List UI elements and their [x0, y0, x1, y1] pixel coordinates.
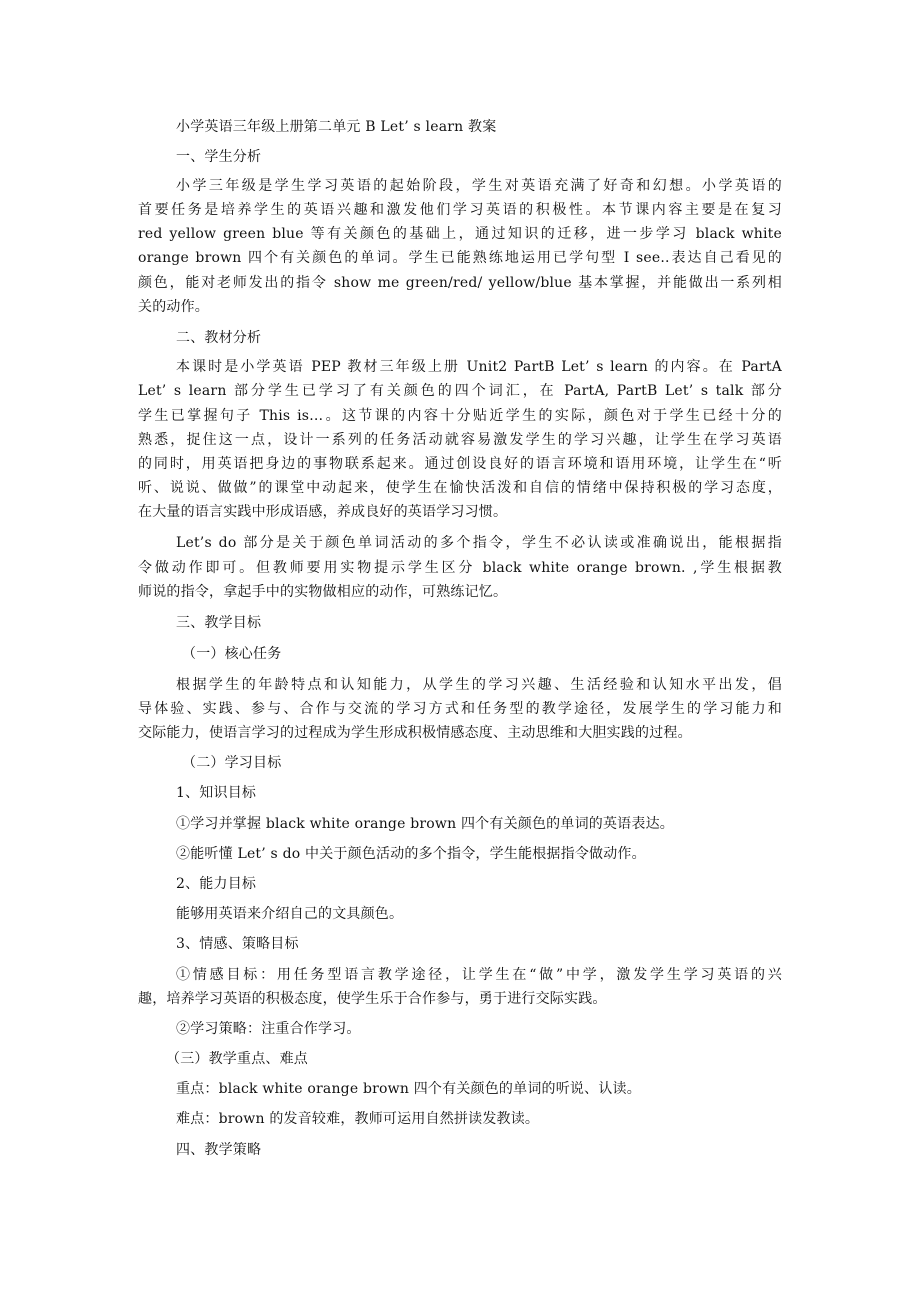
section1-line: red yellow green blue 等有关颜色的基础上，通过知识的迁移，进一步学习 black white — [138, 226, 782, 242]
section2-para1-line: 在大量的语言实践中形成语感，养成良好的英语学习习惯。 — [138, 504, 508, 520]
section2-para1-line: 本课时是小学英语 PEP 教材三年级上册 Unit2 PartB Let’ s learn 的内容。在 PartA — [176, 359, 782, 375]
section1-line: 颜色，能对老师发出的指令 show me green/red/ yellow/blue 基本掌握，并能做出一系列相 — [138, 275, 782, 291]
document-title: 小学英语三年级上册第二单元 B Let’ s learn 教案 — [176, 119, 497, 135]
knowledge-goal-item: ②能听懂 Let’ s do 中关于颜色活动的多个指令，学生能根据指令做动作。 — [176, 846, 646, 862]
section2-para2-line: 师说的指令，拿起手中的实物做相应的动作，可熟练记忆。 — [138, 584, 508, 600]
learning-goals-heading: （二）学习目标 — [182, 755, 282, 771]
core-task-line: 导体验、实践、参与、合作与交流的学习方式和任务型的教学途径，发展学生的学习能力和 — [138, 701, 782, 717]
knowledge-goal-item: ①学习并掌握 black white orange brown 四个有关颜色的单词的英语表达。 — [176, 816, 674, 832]
section4-heading: 四、教学策略 — [176, 1142, 262, 1158]
core-task-heading: （一）核心任务 — [182, 646, 282, 662]
emotion-goal-heading: 3、情感、策略目标 — [176, 936, 299, 952]
section2-para1-line: 熟悉，捉住这一点，设计一系列的任务活动就容易激发学生的学习兴趣，让学生在学习英语 — [138, 432, 782, 448]
section2-para1-line: Let’ s learn 部分学生已学习了有关颜色的四个词汇，在 PartA, PartB Let’ s talk 部分 — [138, 383, 782, 399]
emotion-goal-line: ①情感目标：用任务型语言教学途径，让学生在“做”中学，激发学生学习英语的兴 — [176, 967, 782, 983]
section2-para1-line: 学生已掌握句子 This is…。这节课的内容十分贴近学生的实际，颜色对于学生已经十分的 — [138, 408, 782, 424]
key-point-text: 重点：black white orange brown 四个有关颜色的单词的听说、认读。 — [176, 1081, 641, 1097]
strategy-goal-text: ②学习策略：注重合作学习。 — [176, 1021, 361, 1037]
ability-goal-text: 能够用英语来介绍自己的文具颜色。 — [176, 906, 404, 922]
section1-line: 首要任务是培养学生的英语兴趣和激发他们学习英语的积极性。本节课内容主要是在复习 — [138, 202, 782, 218]
core-task-line: 交际能力，使语言学习的过程成为学生形成积极情感态度、主动思维和大胆实践的过程。 — [138, 725, 692, 741]
section1-heading: 一、学生分析 — [176, 149, 262, 165]
section2-para1-line: 听、说说、做做”的课堂中动起来，使学生在愉快活泼和自信的情绪中保持积极的学习态度， — [138, 480, 782, 496]
difficult-point-text: 难点：brown 的发音较难，教师可运用自然拼读发教读。 — [176, 1111, 540, 1127]
section2-para2-line: 令做动作即可。但教师要用实物提示学生区分 black white orange brown. ,学生根据教 — [138, 560, 782, 576]
section1-line: orange brown 四个有关颜色的单词。学生已能熟练地运用已学句型 I see..表达自己看见的 — [138, 250, 782, 266]
ability-goal-heading: 2、能力目标 — [176, 876, 257, 892]
section2-para1-line: 的同时，用英语把身边的事物联系起来。通过创设良好的语言环境和语用环境，让学生在“听 — [138, 456, 782, 472]
section2-heading: 二、教材分析 — [176, 330, 262, 346]
core-task-line: 根据学生的年龄特点和认知能力，从学生的学习兴趣、生活经验和认知水平出发，倡 — [176, 677, 782, 693]
emotion-goal-line: 趣，培养学习英语的积极态度，使学生乐于合作参与，勇于进行交际实践。 — [138, 991, 607, 1007]
section1-line: 关的动作。 — [138, 299, 209, 315]
section2-para2-line: Let’s do 部分是关于颜色单词活动的多个指令，学生不必认读或准确说出，能根据指 — [176, 535, 782, 551]
key-difficult-heading: （三）教学重点、难点 — [166, 1051, 308, 1067]
section1-line: 小学三年级是学生学习英语的起始阶段，学生对英语充满了好奇和幻想。小学英语的 — [176, 178, 782, 194]
section3-heading: 三、教学目标 — [176, 615, 262, 631]
knowledge-goal-heading: 1、知识目标 — [176, 785, 257, 801]
